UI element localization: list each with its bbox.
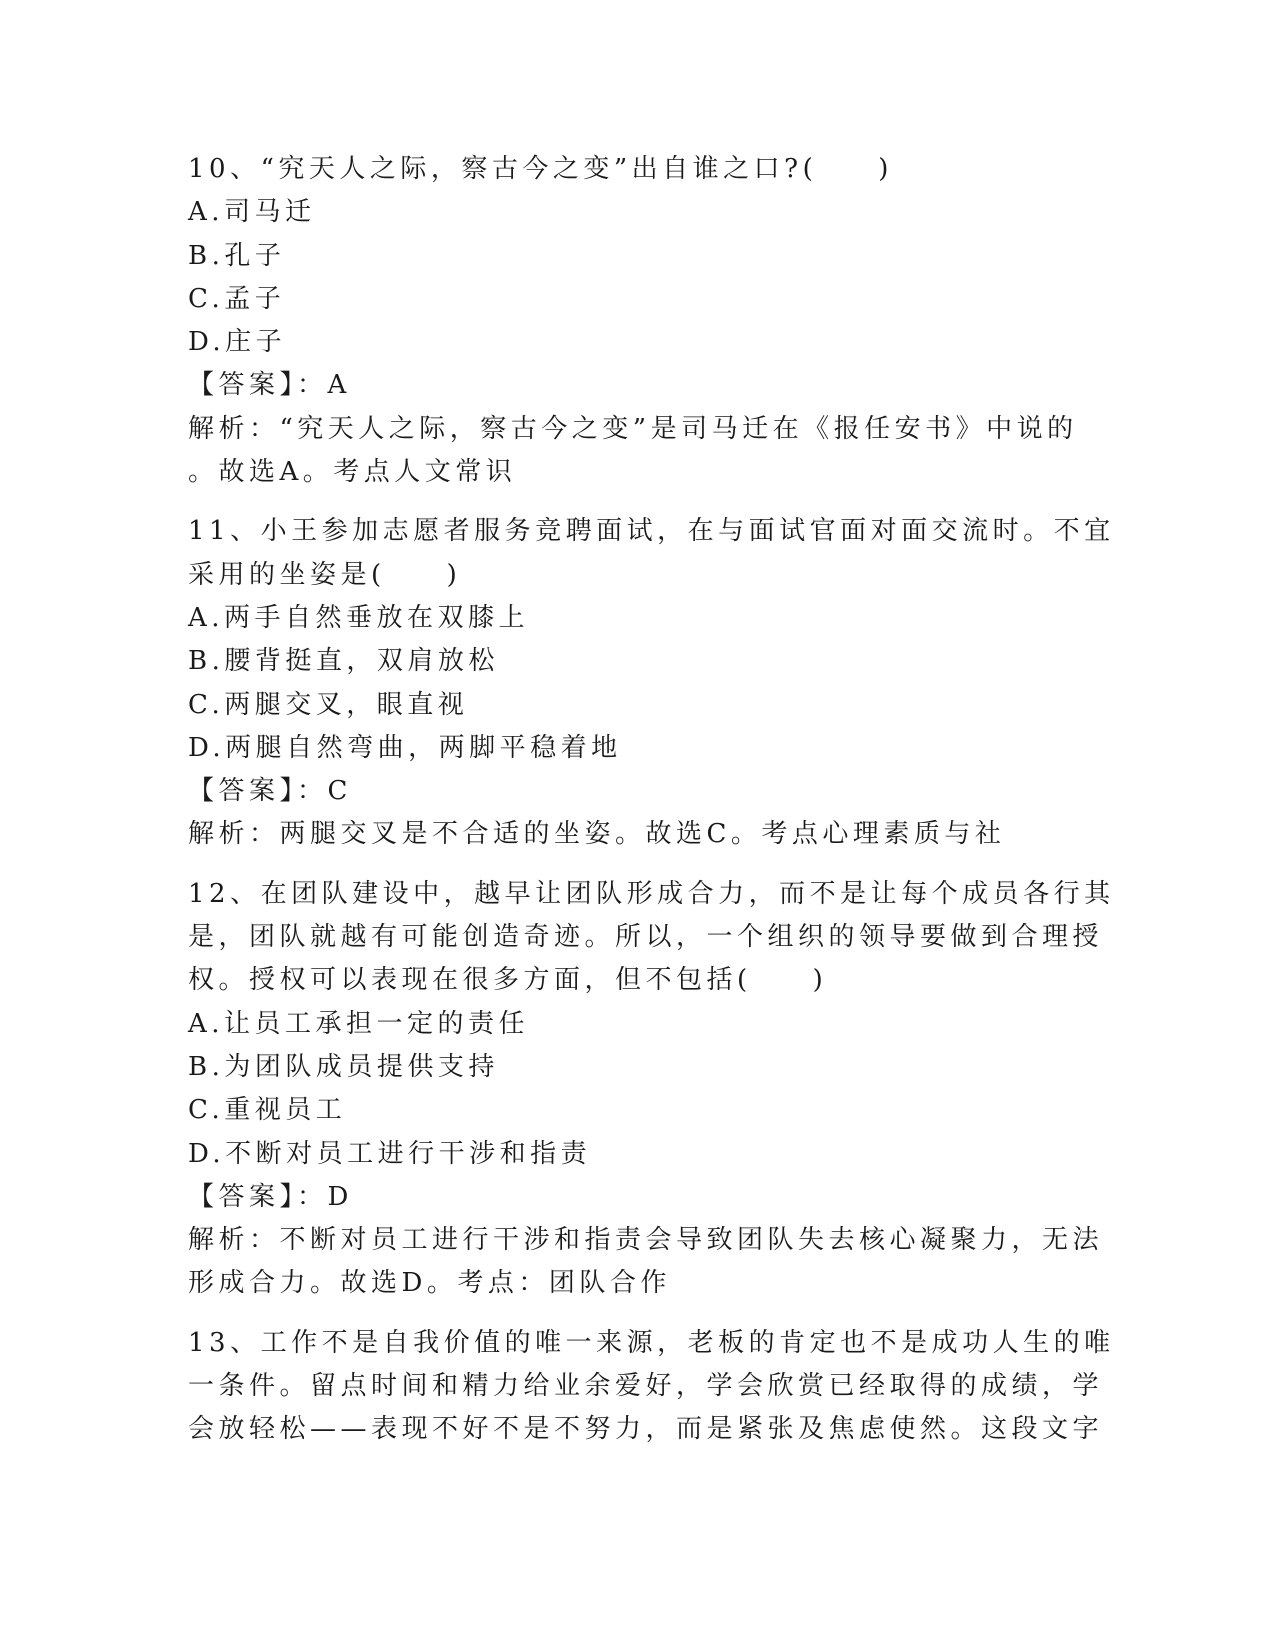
- question-stem: 12、在团队建设中，越早让团队形成合力，而不是让每个成员各行其: [188, 878, 1115, 909]
- option-a: A.司马迁: [188, 197, 316, 228]
- option-c: C.孟子: [188, 283, 286, 314]
- option-a: A.让员工承担一定的责任: [188, 1008, 530, 1039]
- analysis-line: 解析：“究天人之际，察古今之变”是司马迁在《报任安书》中说的: [188, 413, 1078, 444]
- question-block: [188, 148, 1078, 494]
- question-stem: 是，团队就越有可能创造奇迹。所以，一个组织的领导要做到合理授: [188, 922, 1104, 953]
- answer-line: 【答案】：A: [188, 370, 351, 401]
- analysis-line: 解析：两腿交叉是不合适的坐姿。故选C。考点心理素质与社: [188, 819, 1006, 850]
- analysis-line: 。故选A。考点人文常识: [188, 457, 517, 488]
- question-block: [188, 873, 1115, 1306]
- question-block: [188, 1322, 1115, 1452]
- option-a: A.两手自然垂放在双膝上: [188, 602, 530, 633]
- question-stem: 10、“究天人之际，察古今之变”出自谁之口?( ): [188, 154, 893, 184]
- document-page: [188, 148, 1115, 1452]
- option-d: D.两腿自然弯曲，两脚平稳着地: [188, 732, 622, 763]
- question-stem: 权。授权可以表现在很多方面，但不包括( ): [188, 965, 828, 996]
- option-b: B.腰背挺直，双肩放松: [188, 646, 499, 677]
- question-stem: 会放轻松——表现不好不是不努力，而是紧张及焦虑使然。这段文字: [188, 1414, 1104, 1445]
- option-b: B.为团队成员提供支持: [188, 1051, 499, 1082]
- question-block: [188, 510, 1115, 856]
- option-c: C.两腿交叉，眼直视: [188, 689, 469, 720]
- option-b: B.孔子: [188, 240, 286, 271]
- answer-line: 【答案】：D: [188, 1181, 353, 1212]
- question-stem: 13、工作不是自我价值的唯一来源，老板的肯定也不是成功人生的唯: [188, 1327, 1115, 1358]
- option-c: C.重视员工: [188, 1095, 347, 1126]
- option-d: D.庄子: [188, 327, 287, 358]
- question-stem: 采用的坐姿是( ): [188, 559, 462, 590]
- option-d: D.不断对员工进行干涉和指责: [188, 1138, 592, 1169]
- question-stem: 11、小王参加志愿者服务竞聘面试，在与面试官面对面交流时。不宜: [188, 516, 1115, 547]
- question-stem: 一条件。留点时间和精力给业余爱好，学会欣赏已经取得的成绩，学: [188, 1371, 1104, 1402]
- answer-line: 【答案】：C: [188, 776, 352, 807]
- analysis-line: 形成合力。故选D。考点：团队合作: [188, 1268, 671, 1299]
- analysis-line: 解析：不断对员工进行干涉和指责会导致团队失去核心凝聚力，无法: [188, 1225, 1104, 1256]
